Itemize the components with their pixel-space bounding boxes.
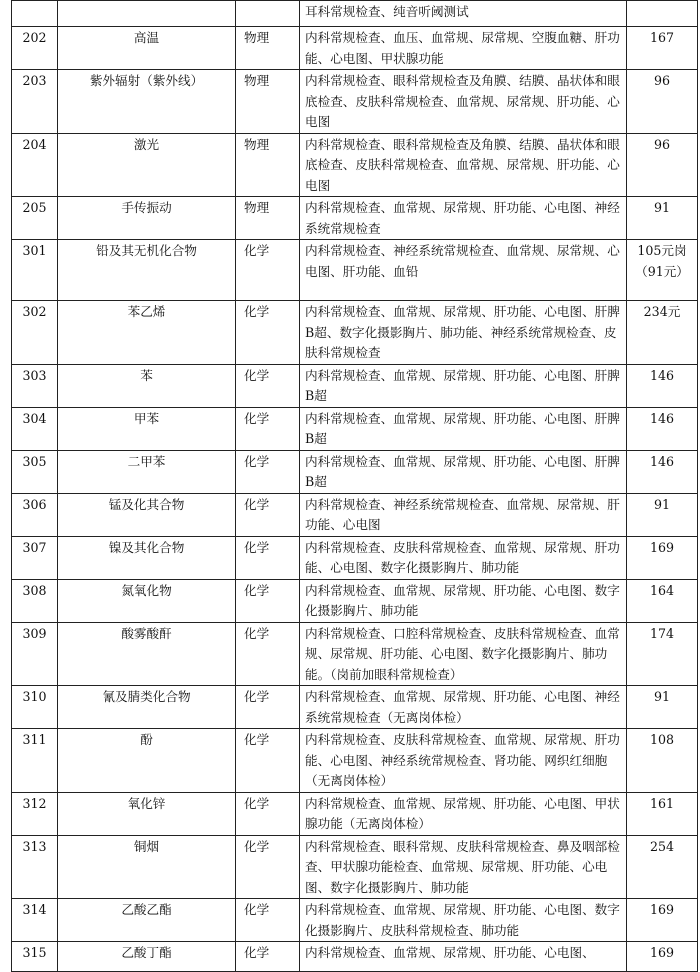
- hazard-type-cell: 物理: [236, 197, 300, 240]
- table-row: [12, 240, 698, 301]
- row-number-cell: 306: [12, 493, 58, 536]
- row-number-cell: 303: [12, 364, 58, 407]
- hazard-type-cell: 化学: [236, 622, 300, 686]
- exam-items-cell: 内科常规检查、血常规、尿常规、肝功能、心电图、数字化摄影胸片、皮肤科常规检查、肺功能: [300, 899, 627, 942]
- price-cell: 234元: [627, 301, 698, 365]
- price-cell: 161: [627, 792, 698, 835]
- hazard-name-cell: 手传振动: [58, 197, 236, 240]
- exam-items-cell: 内科常规检查、眼科常规检查及角膜、结膜、晶状体和眼底检查、皮肤科常规检查、血常规、尿常规、肝功能、心电图: [300, 133, 627, 197]
- hazard-name-cell: 乙酸丁酯: [58, 942, 236, 972]
- hazard-name-cell: 紫外辐射（紫外线）: [58, 70, 236, 134]
- table-row: [12, 301, 698, 365]
- row-number-cell: [12, 1, 58, 27]
- exam-items-cell: 内科常规检查、眼科常规、皮肤科常规检查、鼻及咽部检查、甲状腺功能检查、血常规、尿常规、肝功能、心电图、数字化摄影胸片、肺功能: [300, 835, 627, 899]
- hazard-name-cell: 激光: [58, 133, 236, 197]
- hazard-type-cell: 化学: [236, 835, 300, 899]
- table-body: [12, 1, 698, 972]
- exam-items-cell: 内科常规检查、血常规、尿常规、肝功能、心电图、肝脾B超、数字化摄影胸片、肺功能、神经系统常规检查、皮肤科常规检查: [300, 301, 627, 365]
- exam-items-cell: 内科常规检查、血常规、尿常规、肝功能、心电图、神经系统常规检查（无离岗体检）: [300, 686, 627, 729]
- table-row: [12, 197, 698, 240]
- price-cell: 91: [627, 686, 698, 729]
- hazard-type-cell: 化学: [236, 899, 300, 942]
- price-cell: 108: [627, 729, 698, 793]
- hazard-name-cell: 二甲苯: [58, 450, 236, 493]
- table-row: [12, 493, 698, 536]
- hazard-type-cell: 物理: [236, 133, 300, 197]
- price-cell: 105元岗（91元）: [627, 240, 698, 301]
- hazard-type-cell: 化学: [236, 942, 300, 972]
- hazard-type-cell: 物理: [236, 27, 300, 70]
- row-number-cell: 312: [12, 792, 58, 835]
- hazard-name-cell: 乙酸乙酯: [58, 899, 236, 942]
- table-row: [12, 536, 698, 579]
- price-cell: [627, 1, 698, 27]
- price-cell: 96: [627, 70, 698, 134]
- row-number-cell: 307: [12, 536, 58, 579]
- row-number-cell: 309: [12, 622, 58, 686]
- exam-items-cell: 耳科常规检查、纯音听阈测试: [300, 1, 627, 27]
- table-row: [12, 364, 698, 407]
- price-cell: 167: [627, 27, 698, 70]
- hazard-name-cell: 苯: [58, 364, 236, 407]
- price-cell: 91: [627, 197, 698, 240]
- hazard-name-cell: 高温: [58, 27, 236, 70]
- hazard-type-cell: 化学: [236, 450, 300, 493]
- hazard-type-cell: [236, 1, 300, 27]
- price-cell: 146: [627, 407, 698, 450]
- hazard-name-cell: 甲苯: [58, 407, 236, 450]
- hazard-name-cell: 苯乙烯: [58, 301, 236, 365]
- row-number-cell: 302: [12, 301, 58, 365]
- table-row: [12, 407, 698, 450]
- hazard-name-cell: 氮氧化物: [58, 579, 236, 622]
- hazard-name-cell: 铅及其无机化合物: [58, 240, 236, 301]
- row-number-cell: 204: [12, 133, 58, 197]
- hazard-name-cell: 铜烟: [58, 835, 236, 899]
- hazard-type-cell: 化学: [236, 407, 300, 450]
- table-row: [12, 450, 698, 493]
- row-number-cell: 310: [12, 686, 58, 729]
- price-cell: 169: [627, 942, 698, 972]
- table-row: [12, 1, 698, 27]
- exam-items-cell: 内科常规检查、血常规、尿常规、肝功能、心电图、神经系统常规检查: [300, 197, 627, 240]
- row-number-cell: 203: [12, 70, 58, 134]
- row-number-cell: 315: [12, 942, 58, 972]
- table-row: [12, 579, 698, 622]
- hazard-type-cell: 化学: [236, 729, 300, 793]
- hazard-type-cell: 物理: [236, 70, 300, 134]
- price-cell: 146: [627, 364, 698, 407]
- exam-items-cell: 内科常规检查、血常规、尿常规、肝功能、心电图、: [300, 942, 627, 972]
- price-cell: 164: [627, 579, 698, 622]
- hazard-type-cell: 化学: [236, 536, 300, 579]
- hazard-name-cell: 氰及腈类化合物: [58, 686, 236, 729]
- row-number-cell: 304: [12, 407, 58, 450]
- table-row: [12, 792, 698, 835]
- exam-items-cell: 内科常规检查、皮肤科常规检查、血常规、尿常规、肝功能、心电图、数字化摄影胸片、肺功能: [300, 536, 627, 579]
- row-number-cell: 313: [12, 835, 58, 899]
- price-cell: 96: [627, 133, 698, 197]
- row-number-cell: 314: [12, 899, 58, 942]
- row-number-cell: 308: [12, 579, 58, 622]
- hazard-name-cell: 酸雾酸酐: [58, 622, 236, 686]
- price-cell: 169: [627, 536, 698, 579]
- table-row: [12, 899, 698, 942]
- row-number-cell: 205: [12, 197, 58, 240]
- row-number-cell: 311: [12, 729, 58, 793]
- hazard-type-cell: 化学: [236, 792, 300, 835]
- hazard-type-cell: 化学: [236, 364, 300, 407]
- hazard-type-cell: 化学: [236, 579, 300, 622]
- price-cell: 174: [627, 622, 698, 686]
- hazard-name-cell: [58, 1, 236, 27]
- exam-items-cell: 内科常规检查、血常规、尿常规、肝功能、心电图、肝脾B超: [300, 364, 627, 407]
- exam-items-cell: 内科常规检查、血常规、尿常规、肝功能、心电图、甲状腺功能（无离岗体检）: [300, 792, 627, 835]
- price-cell: 254: [627, 835, 698, 899]
- hazard-type-cell: 化学: [236, 686, 300, 729]
- hazard-type-cell: 化学: [236, 240, 300, 301]
- exam-items-cell: 内科常规检查、口腔科常规检查、皮肤科常规检查、血常规、尿常规、肝功能、心电图、数字化摄影胸片、肺功能。（岗前加眼科常规检查）: [300, 622, 627, 686]
- hazard-name-cell: 酚: [58, 729, 236, 793]
- exam-items-cell: 内科常规检查、血常规、尿常规、肝功能、心电图、肝脾B超: [300, 407, 627, 450]
- exam-items-table: [11, 0, 698, 972]
- exam-items-cell: 内科常规检查、神经系统常规检查、血常规、尿常规、心电图、肝功能、血铅: [300, 240, 627, 301]
- table-row: [12, 686, 698, 729]
- hazard-name-cell: 镍及其化合物: [58, 536, 236, 579]
- price-cell: 169: [627, 899, 698, 942]
- table-row: [12, 133, 698, 197]
- hazard-type-cell: 化学: [236, 493, 300, 536]
- exam-items-cell: 内科常规检查、神经系统常规检查、血常规、尿常规、肝功能、心电图: [300, 493, 627, 536]
- table-row: [12, 27, 698, 70]
- hazard-type-cell: 化学: [236, 301, 300, 365]
- exam-items-cell: 内科常规检查、血压、血常规、尿常规、空腹血糖、肝功能、心电图、甲状腺功能: [300, 27, 627, 70]
- table-row: [12, 729, 698, 793]
- row-number-cell: 202: [12, 27, 58, 70]
- row-number-cell: 301: [12, 240, 58, 301]
- table-row: [12, 942, 698, 972]
- row-number-cell: 305: [12, 450, 58, 493]
- price-cell: 91: [627, 493, 698, 536]
- exam-items-cell: 内科常规检查、血常规、尿常规、肝功能、心电图、数字化摄影胸片、肺功能: [300, 579, 627, 622]
- exam-items-cell: 内科常规检查、血常规、尿常规、肝功能、心电图、肝脾B超: [300, 450, 627, 493]
- table-row: [12, 835, 698, 899]
- price-cell: 146: [627, 450, 698, 493]
- exam-items-cell: 内科常规检查、皮肤科常规检查、血常规、尿常规、肝功能、心电图、神经系统常规检查、肾功能、网织红细胞（无离岗体检）: [300, 729, 627, 793]
- hazard-name-cell: 锰及化其合物: [58, 493, 236, 536]
- hazard-name-cell: 氧化锌: [58, 792, 236, 835]
- table-row: [12, 622, 698, 686]
- table-row: [12, 70, 698, 134]
- exam-items-cell: 内科常规检查、眼科常规检查及角膜、结膜、晶状体和眼底检查、皮肤科常规检查、血常规、尿常规、肝功能、心电图: [300, 70, 627, 134]
